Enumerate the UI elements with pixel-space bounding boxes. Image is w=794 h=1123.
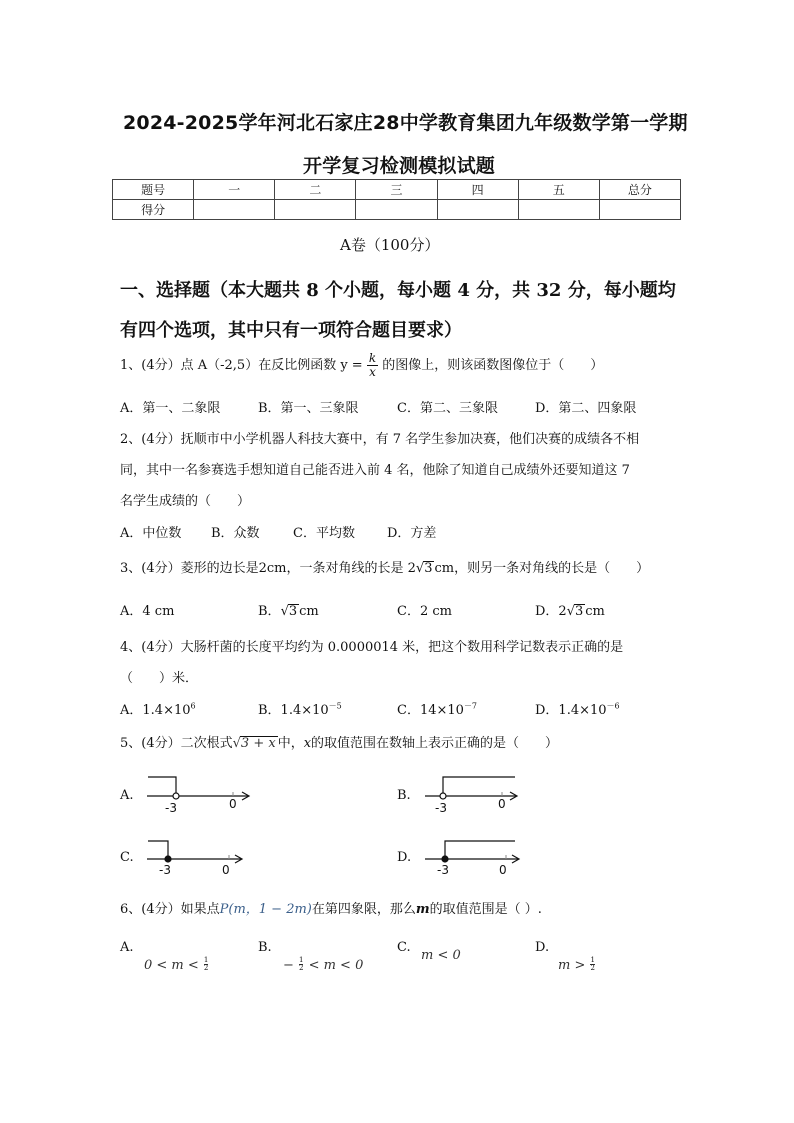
- q6-text-after: 的取值范围是（ ）.: [429, 902, 542, 917]
- q5-text-after: 的取值范围在数轴上表示正确的是（ ）: [311, 736, 559, 751]
- score-cell: [599, 200, 680, 220]
- score-table-score-row: [113, 200, 681, 220]
- q6-text-middle: 在第四象限，那么: [311, 902, 416, 917]
- q3-option-a: A．4 cm: [120, 604, 175, 619]
- score-header-cell: 二: [275, 180, 356, 200]
- q5-option-d-label: D.: [397, 850, 412, 865]
- half-denominator: 2: [299, 964, 304, 972]
- q6-point: P(m，1 − 2m): [219, 902, 312, 917]
- q5-text-before: 5、(4分）二次根式: [120, 736, 233, 751]
- q6-option-d-label: D.: [535, 940, 550, 955]
- question-4-line-2: （ ）米．: [120, 671, 199, 686]
- q1-text-before: 1、(4分）点 A（-2,5）在反比例函数 y =: [120, 358, 363, 373]
- score-cell: [275, 200, 356, 220]
- score-cell: [437, 200, 518, 220]
- section-1-heading-line-2: 有四个选项，其中只有一项符合题目要求）: [120, 320, 462, 341]
- q5-variable-x: x: [303, 736, 312, 751]
- q2-option-d: D．方差: [387, 526, 437, 541]
- q4-option-a-base: A．1.4×10: [120, 703, 191, 718]
- q4-option-b-base: B．1.4×10: [258, 703, 329, 718]
- q3-option-b-radicand: 3: [288, 604, 298, 619]
- q4-option-d-exp: －6: [606, 701, 620, 711]
- q4-option-a: [120, 699, 196, 718]
- q3-option-b-label: B．: [258, 604, 281, 619]
- half-numerator: 1: [203, 956, 209, 964]
- score-header-cell: 五: [518, 180, 599, 200]
- q3-option-b: B．√3 cm: [258, 604, 319, 619]
- q1-frac-num: k: [368, 351, 377, 365]
- q3-text-after: cm，则另一条对角线的长是（ ）: [434, 561, 650, 576]
- question-4-line-1: 4、(4分）大肠杆菌的长度平均约为 0.0000014 米，把这个数用科学记数表示正确的是: [120, 640, 624, 655]
- q4-option-b-exp: －5: [328, 701, 342, 711]
- question-2-line-2: 同，其中一名参赛选手想知道自己能否进入前 4 名，他除了知道自己成绩外还要知道这 7: [120, 463, 630, 478]
- section-1-heading-line-1: 一、选择题（本大题共 8 个小题，每小题 4 分，共 32 分，每小题均: [120, 280, 676, 301]
- q1-option-d: D．第二、四象限: [535, 401, 637, 416]
- q6-option-b-minus: −: [283, 958, 294, 973]
- q5-option-c-label: C.: [120, 850, 134, 865]
- q4-option-c-exp: －7: [463, 701, 478, 711]
- q5-option-c-number-line: [145, 836, 260, 881]
- tick-label-zero: 0: [499, 863, 507, 877]
- q1-option-c: C．第二、三象限: [397, 401, 498, 416]
- q6-option-b-label: B.: [258, 940, 272, 955]
- score-table: [112, 179, 681, 220]
- q2-option-b: B．众数: [211, 526, 260, 541]
- score-cell: [194, 200, 275, 220]
- q5-text-middle: 中，: [277, 736, 304, 751]
- q3-radicand: 3: [424, 561, 433, 576]
- q4-option-c: [397, 699, 477, 718]
- score-row-label: 得分: [113, 200, 194, 220]
- half-denominator: 2: [590, 964, 595, 972]
- q3-option-d-radicand: 3: [575, 604, 584, 619]
- q3-option-c: C．2 cm: [397, 604, 452, 619]
- tick-label-neg3: -3: [437, 863, 449, 877]
- q6-variable-m: m: [415, 902, 430, 917]
- q3-option-d-unit: cm: [585, 604, 605, 619]
- half-denominator: 2: [203, 964, 209, 972]
- q4-option-c-base: C．14×10: [397, 703, 464, 718]
- q6-option-c-expression: [421, 944, 461, 963]
- q6-option-d-half: [590, 957, 594, 972]
- score-header-cell: 题号: [113, 180, 194, 200]
- q6-option-b-half: [299, 957, 303, 972]
- title-line-2: 开学复习检测模拟试题: [303, 155, 496, 177]
- q6-option-d-expression: [558, 954, 595, 973]
- half-numerator: 1: [590, 956, 595, 964]
- score-header-cell: 四: [437, 180, 518, 200]
- q5-option-a-number-line: [145, 772, 260, 817]
- q1-text-after: 的图像上，则该函数图像位于（ ）: [382, 358, 604, 373]
- q6-option-a-half: [204, 957, 208, 972]
- q1-option-b: B．第一、三象限: [258, 401, 359, 416]
- tick-label-neg3: -3: [159, 863, 171, 877]
- question-2-line-3: 名学生成绩的（ ）: [120, 494, 251, 509]
- q5-radicand: 3 + x: [240, 736, 276, 751]
- q5-option-b-label: B.: [397, 788, 411, 803]
- question-2-line-1: 2、(4分）抚顺市中小学机器人科技大赛中，有 7 名学生参加决赛，他们决赛的成绩各不相: [120, 432, 640, 447]
- score-header-cell: 一: [194, 180, 275, 200]
- tick-label-zero: 0: [498, 797, 506, 811]
- tick-label-neg3: -3: [435, 801, 447, 815]
- q3-text-before: 3、(4分）菱形的边长是2cm，一条对角线的长是 2: [120, 561, 416, 576]
- question-1: [120, 352, 603, 379]
- q5-option-b-number-line: [423, 772, 538, 817]
- q6-option-c-text: m < 0: [421, 948, 461, 963]
- score-cell: [518, 200, 599, 220]
- q4-option-d-base: D．1.4×10: [535, 703, 607, 718]
- q6-option-b-text: < m < 0: [308, 958, 364, 973]
- q1-frac-den: x: [369, 365, 376, 379]
- q4-option-a-exp: 6: [190, 701, 196, 711]
- volume-title: A卷（100分）: [340, 236, 440, 254]
- half-numerator: 1: [299, 956, 304, 964]
- q4-option-d: [535, 699, 620, 718]
- score-header-cell: 总分: [599, 180, 680, 200]
- q5-option-d-number-line: [423, 836, 538, 881]
- q3-option-b-unit: cm: [299, 604, 319, 619]
- tick-label-zero: 0: [229, 797, 237, 811]
- q3-option-d-label: D．2: [535, 604, 567, 619]
- score-header-cell: 三: [356, 180, 437, 200]
- q6-option-a-label: A.: [120, 940, 134, 955]
- q5-option-a-label: A.: [120, 788, 134, 803]
- q2-option-a: A．中位数: [120, 526, 182, 541]
- question-3: 3、(4分）菱形的边长是2cm，一条对角线的长是 2√3 cm，则另一条对角线的长是（ ）: [120, 561, 650, 576]
- q6-option-d-text: m >: [558, 958, 586, 973]
- q1-fraction-k-over-x: [367, 352, 378, 379]
- question-6: [120, 898, 542, 917]
- title-line-1: 2024-2025学年河北石家庄28中学教育集团九年级数学第一学期: [123, 112, 688, 134]
- q6-text-before: 6、(4分）如果点: [120, 902, 220, 917]
- q1-option-a: A．第一、二象限: [120, 401, 221, 416]
- question-5: 5、(4分）二次根式√3 + x 中，x的取值范围在数轴上表示正确的是（ ）: [120, 736, 559, 751]
- q6-option-b-expression: [283, 954, 363, 973]
- q6-option-a-expression: [144, 954, 208, 973]
- q3-option-d: D．2√3 cm: [535, 604, 605, 619]
- q4-option-b: [258, 699, 342, 718]
- q6-option-c-label: C.: [397, 940, 411, 955]
- q6-option-a-text: 0 < m <: [144, 958, 199, 973]
- score-cell: [356, 200, 437, 220]
- score-table-header-row: [113, 180, 681, 200]
- tick-label-zero: 0: [222, 863, 230, 877]
- tick-label-neg3: -3: [165, 801, 177, 815]
- q2-option-c: C．平均数: [293, 526, 355, 541]
